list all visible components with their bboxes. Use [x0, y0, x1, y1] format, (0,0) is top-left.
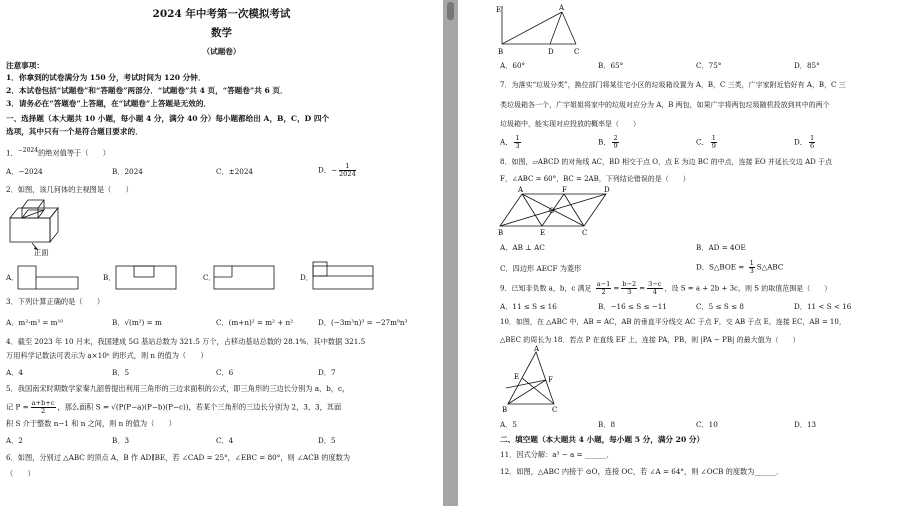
view-caption: 正面	[34, 248, 49, 257]
option-a: A．11 ≤ S ≤ 16	[500, 302, 557, 311]
option-a: A．4	[6, 368, 23, 377]
label-a: A	[518, 186, 524, 194]
question-9-stem: 9．已知非负数 a，b，c 满足 $\frac{a-1}{2}$ = $\frac{b-2}{3}$ = $\frac{3-c}{4}$ ，设 S = a + 2b + 3c，则 S 的取值范围是（ ）	[500, 280, 832, 296]
option-d: D．S△BOE = $\frac{1}{3}$ S△ABC	[696, 259, 784, 275]
section-heading: 一、选择题（本大题共 10 小题，每小题 4 分，满分 40 分）每小题都给出 A，B，C，D 四个	[6, 114, 330, 123]
notice-line: 2．本试卷包括“试题卷”和“答题卷”两部分．“试题卷”共 4 页，“答题卷”共 6 页．	[6, 86, 288, 95]
question-2-stem: 2．如图，该几何体的主视图是（ ）	[6, 185, 133, 194]
question-3-stem: 3．下列计算正确的是（ ）	[6, 297, 105, 306]
notice-line: 1．你拿到的试卷满分为 150 分，考试时间为 120 分钟．	[6, 73, 206, 82]
option-b: B．5	[112, 368, 130, 377]
exam-subtitle: （试题卷）	[202, 47, 241, 56]
view-d-figure	[313, 262, 375, 290]
option-d: D．85°	[794, 61, 820, 70]
label-b: B	[498, 48, 504, 56]
label-a: A	[534, 345, 540, 353]
scrollbar-thumb[interactable]	[447, 2, 454, 20]
option-d: D． $\frac{1}{6}$	[794, 134, 815, 150]
option-a: A．60°	[500, 61, 526, 70]
option-b: B．65°	[598, 61, 624, 70]
page-scrollbar[interactable]	[443, 0, 458, 506]
option-a: A．AB ⊥ AC	[500, 243, 545, 252]
option-b: B．AD = 4OE	[696, 243, 746, 252]
option-d: D．7	[318, 368, 336, 377]
figure-q6	[498, 4, 584, 56]
option-b: B．8	[598, 420, 616, 429]
option-b: B．−16 ≤ S ≤ −11	[598, 302, 667, 311]
label-d: D	[604, 186, 610, 194]
question-5-stem: 记 P = $\frac{a+b+c}{2}$ ，那么面积 S = √(P(P−a)(P−b)(P−c))，若某个三角形的三边长分别为 2，3，3，其面	[6, 399, 342, 415]
question-4-stem: 4．截至 2023 年 10 月末，我国建成 5G 基站总数为 321.5 万个，占移动基站总数的 28.1%．其中数据 321.5	[6, 337, 366, 346]
question-1-stem: 1．$^{-2024}$的绝对值等于（ ）	[6, 147, 110, 158]
question-12: 12．如图，△ABC 内接于 ⊙O，连接 OC，若 ∠A = 64°，则 ∠OCB 的度数为______．	[500, 467, 784, 476]
notice-line: 3．请务必在“答题卷”上答题，在“试题卷”上答题是无效的．	[6, 99, 212, 108]
figure-q8	[498, 186, 610, 238]
notice-heading: 注意事项：	[6, 61, 44, 70]
option-d: D．13	[794, 420, 817, 429]
option-c: C．75°	[696, 61, 722, 70]
label-f: F	[548, 376, 553, 384]
option-a: A．m²·m³ = m¹⁰	[6, 318, 64, 327]
option-b: B．3	[112, 436, 130, 445]
option-c: C．6	[216, 368, 234, 377]
option-d: D．(−3m³n)³ = −27m⁹n³	[318, 318, 408, 327]
question-7-stem: 垃圾箱中，能实现对应投放的概率是（ ）	[500, 120, 640, 128]
label-e: E	[540, 229, 546, 237]
option-c: C．±2024	[216, 167, 254, 176]
question-7-stem: 类垃圾箱各一个，广宇姐姐将家中的垃圾对应分为 A，B 两包，如果广宇将两包垃圾随机投放到其中的两个	[500, 101, 830, 109]
question-11: 11．因式分解：a³ − a = ______．	[500, 450, 614, 459]
section-heading: 二、填空题（本大题共 4 小题，每小题 5 分，满分 20 分）	[500, 435, 705, 444]
subject-title: 数学	[211, 27, 232, 39]
question-6-stem: （ ）	[6, 469, 35, 478]
option-b: B．2024	[112, 167, 143, 176]
label-c: C	[574, 48, 580, 56]
option-c: C．(m+n)² = m² + n²	[216, 318, 294, 327]
option-c: C． $\frac{1}{9}$	[696, 134, 716, 150]
option-c: C．5 ≤ S ≤ 8	[696, 302, 744, 311]
view-b-figure	[116, 264, 178, 290]
option-c: C．	[203, 273, 216, 282]
option-a: A．5	[500, 420, 517, 429]
option-d: D．11 < S < 16	[794, 302, 852, 311]
question-5-stem: 5．我国南宋时期数学家秦九韶曾提出利用三角形的三边求面积的公式，即三角形的三边长分别为 a，b，c，	[6, 384, 350, 393]
option-c: C．4	[216, 436, 234, 445]
option-b: B．√(m²) = m	[112, 318, 162, 327]
exam-page-right	[458, 0, 900, 506]
option-a: A．	[6, 273, 19, 282]
option-c: C．10	[696, 420, 718, 429]
question-5-stem: 积 S 介于整数 n−1 和 n 之间，则 n 的值为（ ）	[6, 419, 176, 428]
question-4-stem: 万用科学记数法可表示为 a×10ⁿ 的形式，则 n 的值为（ ）	[6, 351, 208, 360]
label-c: C	[552, 406, 558, 414]
question-10-stem: 10．如图，在 △ABC 中，AB = AC，AB 的垂直平分线交 AC 于点 F，交 AB 于点 E，连接 EC，AB = 10，	[500, 318, 846, 326]
question-6-stem: 6．如图，分别过 △ABC 的顶点 A，B 作 AD∥BE，若 ∠CAD = 25°，∠EBC = 80°，则 ∠ACB 的度数为	[6, 453, 351, 462]
label-o: O	[549, 207, 555, 215]
option-a: A．2	[6, 436, 23, 445]
question-8-stem: F，∠ABC = 60°，BC = 2AB，下列结论错误的是（ ）	[500, 175, 690, 183]
label-f: F	[562, 186, 567, 194]
section-heading: 选项，其中只有一个是符合题目要求的．	[6, 127, 143, 136]
label-e: E	[496, 6, 502, 14]
option-c: C．四边形 AECF 为菱形	[500, 264, 582, 273]
exam-page-left	[0, 0, 443, 506]
label-e: E	[514, 373, 520, 381]
option-a: A． $\frac{1}{3}$	[500, 134, 520, 150]
solid-figure	[8, 196, 74, 256]
option-d: D．	[300, 273, 313, 282]
option-b: B．	[103, 273, 116, 282]
option-a: A．−2024	[6, 167, 43, 176]
exam-title: 2024 年中考第一次模拟考试	[152, 8, 291, 20]
option-b: B． $\frac{2}{9}$	[598, 134, 618, 150]
option-d: D．− $\frac{1}{2024}$	[318, 162, 356, 178]
view-c-figure	[214, 264, 276, 290]
question-7-stem: 7．为落实“垃圾分类”，换位部门将某住宅小区的垃圾箱设置为 A，B，C 三类，广宇家附近恰好有 A，B，C 三	[500, 81, 846, 89]
label-d: D	[548, 48, 554, 56]
label-b: B	[502, 406, 508, 414]
view-a-figure	[18, 264, 80, 290]
label-a: A	[559, 4, 565, 12]
question-8-stem: 8．如图，▱ABCD 的对角线 AC，BD 相交于点 O，点 E 为边 BC 的中点，连接 EO 并延长交边 AD 于点	[500, 158, 832, 166]
question-10-stem: △BEC 的周长为 18．若点 P 在直线 EF 上，连接 PA，PB，则 |PA − PB| 的最大值为（ ）	[500, 336, 800, 344]
label-c: C	[582, 229, 588, 237]
option-d: D．5	[318, 436, 336, 445]
figure-q10	[502, 346, 562, 414]
label-b: B	[498, 229, 504, 237]
